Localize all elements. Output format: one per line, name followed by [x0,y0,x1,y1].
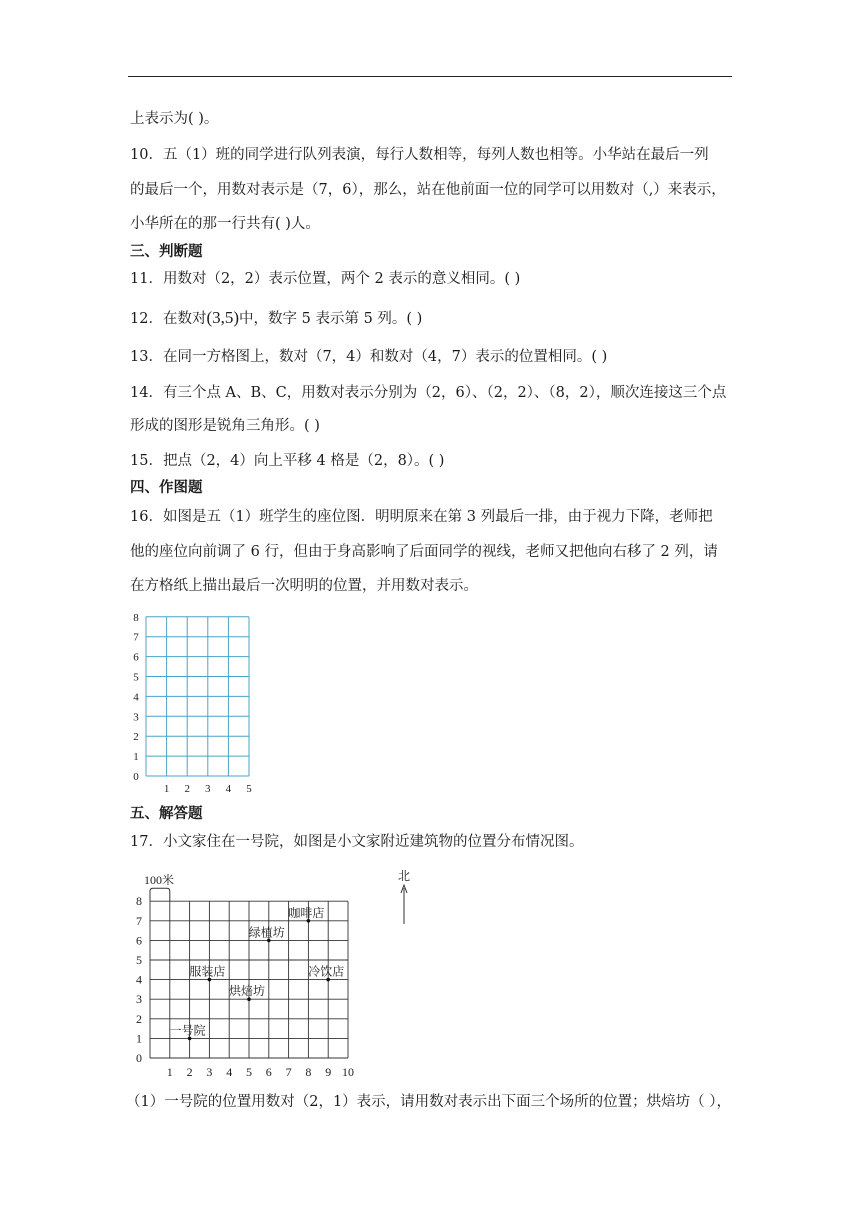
grid-x-tick: 3 [205,783,211,795]
place-label: 一号院 [169,1023,206,1038]
grid-y-tick: 5 [133,671,139,684]
map-x-tick: 7 [285,1065,292,1078]
section-5-heading: 五、解答题 [130,806,203,822]
q14-line1: 14．有三个点 A、B、C，用数对表示分别为（2，6）、（2，2）、（8，2），顺次连接这三个点 [130,385,727,401]
section-3-heading: 三、判断题 [130,244,203,260]
place-label: 绿植坊 [248,925,285,940]
seat-grid [126,604,266,796]
map-y-tick: 2 [136,1011,142,1026]
q14-line2: 形成的图形是锐角三角形。( ) [130,418,320,434]
map-x-tick: 3 [206,1065,213,1078]
grid-y-tick: 8 [133,611,139,624]
map-y-tick: 7 [136,913,142,928]
grid-x-tick: 4 [225,783,232,795]
q10-line3: 小华所在的那一行共有( )人。 [130,216,320,232]
map-y-tick: 8 [136,894,142,909]
map-x-tick: 2 [186,1065,193,1078]
grid-y-tick: 7 [133,631,139,644]
q12 [130,309,422,328]
map-x-tick: 10 [342,1065,354,1078]
q15: 15．把点（2，4）向上平移 4 格是（2，8）。( ) [130,453,445,469]
map-y-tick: 5 [136,953,142,967]
q11: 11．用数对（2，2）表示位置，两个 2 表示的意义相同。( ) [130,271,521,287]
scale-label: 100米 [144,873,175,888]
grid-y-tick: 4 [133,691,139,704]
section-4-heading: 四、作图题 [130,480,203,496]
map-x-tick: 8 [305,1065,312,1078]
place-label: 服装店 [189,964,226,979]
map-y-tick: 6 [136,933,142,948]
place-label: 冷饮店 [308,964,345,979]
place-label: 烘焙坊 [229,984,266,999]
map-x-tick: 6 [265,1065,272,1078]
q12-post: 中，数字 5 表示第 5 列。( ) [239,311,423,327]
grid-y-tick: 3 [133,711,139,724]
grid-y-tick: 6 [133,651,139,664]
q12-pre: 12．在数对 [130,311,207,327]
q12-pair: (3,5) [206,308,240,327]
q10-line1: 10．五（1）班的同学进行队列表演，每行人数相等，每列人数也相等。小华站在最后一列 [130,147,709,163]
grid-x-tick: 5 [246,783,252,795]
grid-x-tick: 2 [184,783,190,795]
q10-line2: 的最后一个，用数对表示是（7，6），那么，站在他前面一位的同学可以用数对（,）来表示， [130,182,726,198]
grid-y-tick: 0 [133,771,139,783]
place-label: 咖啡店 [288,905,325,920]
map-y-tick: 1 [136,1031,142,1046]
q16-line1: 16．如图是五（1）班学生的座位图．明明原来在第 3 列最后一排，由于视力下降，老师把 [130,509,713,525]
grid-y-tick: 1 [133,751,139,764]
header-rule [128,76,732,77]
north-label: 北 [397,869,411,883]
q17: 17．小文家住在一号院，如图是小文家附近建筑物的位置分布情况图。 [130,834,584,850]
map-x-tick: 1 [166,1065,173,1078]
scale-bracket [150,888,170,901]
q13: 13．在同一方格图上，数对（7，4）和数对（4，7）表示的位置相同。( ) [130,349,608,365]
q17-part1: （1）一号院的位置用数对（2，1）表示，请用数对表示出下面三个场所的位置；烘焙坊（ ）， [126,1094,732,1110]
map-x-tick: 4 [226,1065,233,1078]
map-y-tick: 0 [136,1051,142,1065]
grid-y-tick: 2 [133,731,139,744]
grid-x-tick: 1 [163,783,170,795]
q9-tail: 上表示为( )。 [130,111,219,127]
q16-line3: 在方格纸上描出最后一次明明的位置，并用数对表示。 [130,578,478,594]
map-y-tick: 3 [136,992,142,1007]
map-x-tick: 5 [246,1065,252,1078]
q16-line2: 他的座位向前调了 6 行，但由于身高影响了后面同学的视线，老师又把他向右移了 2 列，请 [130,544,718,560]
map-y-tick: 4 [136,972,142,987]
location-map [126,866,426,1078]
map-x-tick: 9 [325,1065,332,1078]
